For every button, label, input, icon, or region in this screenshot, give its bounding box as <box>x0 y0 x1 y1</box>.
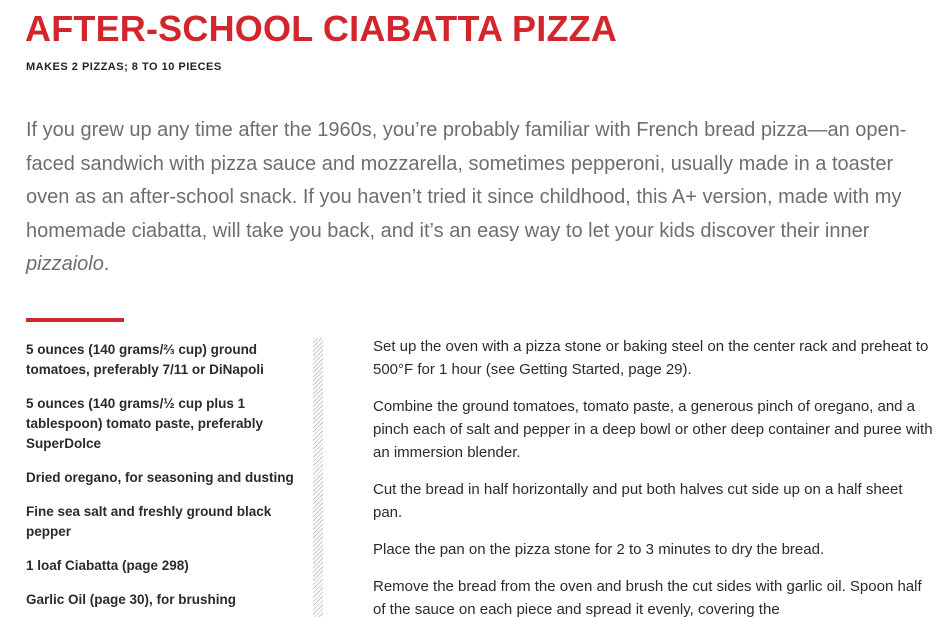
method-step: Remove the bread from the oven and brush the cut sides with garlic oil. Spoon half of the sauce on each piece and spread it evenly, covering the <box>373 578 922 617</box>
column-divider <box>313 338 323 617</box>
method-step: Place the pan on the pizza stone for 2 to 3 minutes to dry the bread. <box>373 541 825 558</box>
ingredient-item: 5 ounces (140 grams/⅔ cup) ground tomatoes, preferably 7/11 or DiNapoli <box>26 342 264 377</box>
intro-text: If you grew up any time after the 1960s, you’re probably familiar with French bread pizza—an open-faced sandwich with pizza sauce and mozzarella, sometimes pepperoni, usually made in a toaster oven as an after-school snack. If you haven’t tried it since childhood, this A+ version, made with my homemade ciabatta, will take you back, and it’s an easy way to let your kids discover their inner <box>26 119 907 242</box>
recipe-intro <box>26 114 916 282</box>
method-step: Combine the ground tomatoes, tomato paste, a generous pinch of oregano, and a pinch each of salt and pepper in a deep bowl or other deep container and puree with an immersion blender. <box>373 398 933 461</box>
ingredient-item: Fine sea salt and freshly ground black pepper <box>26 504 272 539</box>
ingredient-item: 5 ounces (140 grams/½ cup plus 1 tablespoon) tomato paste, preferably SuperDolce <box>26 396 264 451</box>
ingredients-list <box>26 340 296 617</box>
ingredient-item: 1 loaf Ciabatta (page 298) <box>26 558 189 573</box>
ingredient-item: Garlic Oil (page 30), for brushing <box>26 592 237 607</box>
intro-end: . <box>103 253 110 275</box>
method-step: Cut the bread in half horizontally and put both halves cut side up on a half sheet pan. <box>373 481 903 521</box>
recipe-title: AFTER-SCHOOL CIABATTA PIZZA <box>25 8 618 49</box>
method-steps <box>373 335 933 617</box>
method-step: Set up the oven with a pizza stone or baking steel on the center rack and preheat to 500°F for 1 hour (see Getting Started, page 29). <box>373 338 929 378</box>
intro-emphasis: pizzaiolo <box>26 253 104 275</box>
section-rule <box>26 318 124 322</box>
recipe-yield: MAKES 2 PIZZAS; 8 TO 10 PIECES <box>26 61 222 73</box>
ingredient-item: Dried oregano, for seasoning and dusting <box>26 470 294 485</box>
